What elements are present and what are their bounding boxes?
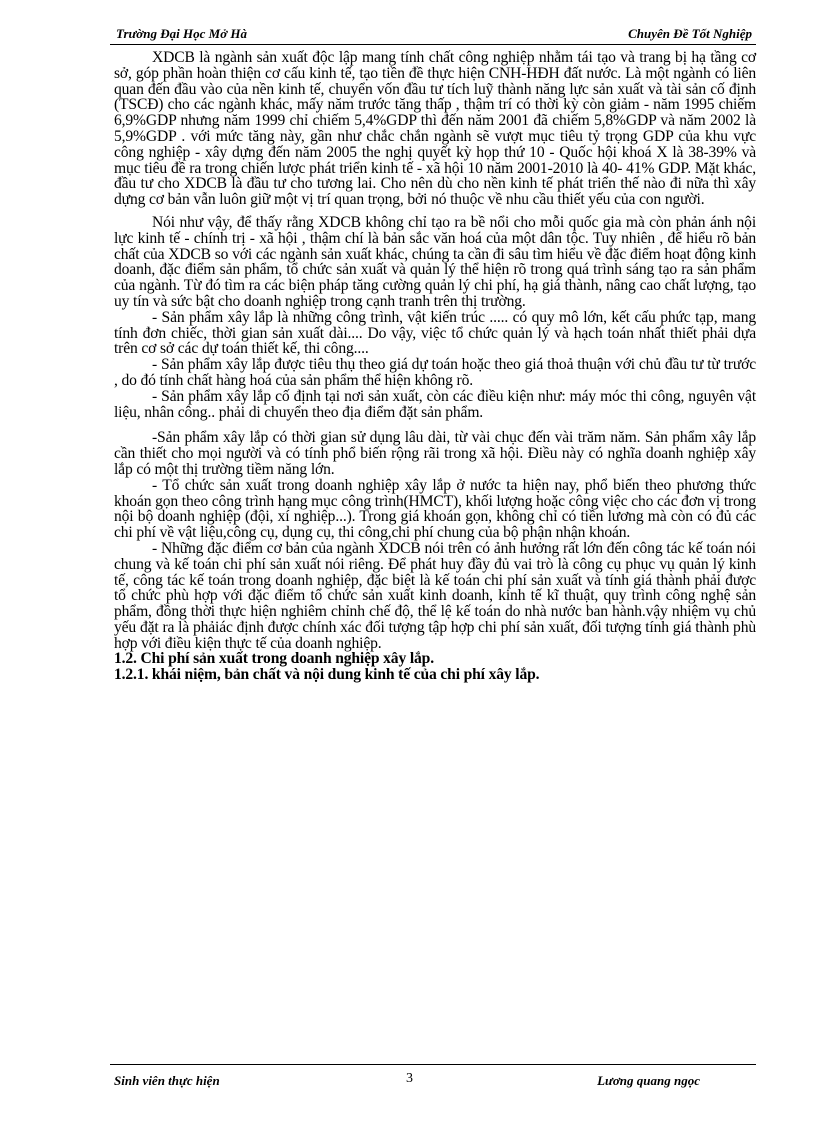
section-heading-1-2-1: 1.2.1. khái niệm, bản chất và nội dung kinh tế của chi phí xây lắp. xyxy=(114,666,540,684)
section-heading-1-2: 1.2. Chi phí sản xuất trong doanh nghiệp xây lắp. xyxy=(114,650,434,668)
paragraph-accounting-impact: - Những đặc điểm cơ bản của ngành XDCB nói trên có ảnh hưởng rất lớn đến công tác kế toán nói chung và kế toán chi phí sản xuất nói riêng. Để phát huy đầy đủ vai trò là công cụ phục vụ quản lý kinh tế, công tác kế toán trong doanh nghiệp, đặc biệt là kế toán chi phí sản xuất và tính giá thành phải được tổ chức phù hợp với đặc điểm tổ chức sản xuất kinh doanh, kinh tế kĩ thuật, quy trình công nghệ sản phẩm, đồng thời thực hiện nghiêm chỉnh chế độ, thể lệ kế toán do nhà nước ban hành.vậy nhiệm vụ chủ yếu đặt ra là phảiác định được chính xác đối tượng tập hợp chi phí sản xuất, đối tượng tính giá thành phù hợp với điều kiện thực tế của doanh nghiệp. xyxy=(114,539,756,652)
paragraph-product-fixed-location: - Sản phẩm xây lắp cố định tại nơi sản xuất, còn các điều kiện như: máy móc thi công, nguyên vật liệu, nhân công.. phải di chuyển theo địa điểm đặt sản phẩm. xyxy=(114,387,756,421)
footer-author-name: Lương quang ngọc xyxy=(597,1073,700,1088)
paragraph-product-scale: - Sản phẩm xây lắp là những công trình, vật kiến trúc ..... có quy mô lớn, kết cấu phức tạp, mang tính đơn chiếc, thời gian sản xuất dài.... Do vậy, việc tổ chức quản lý và hạch toán nhất thiết phải dựa trên cơ sở các dự toán thiết kế, thi công.... xyxy=(114,308,756,358)
header-document-type: Chuyên Đề Tốt Nghiệp xyxy=(628,26,752,41)
paragraph-production-organization: - Tổ chức sản xuất trong doanh nghiệp xây lắp ở nước ta hiện nay, phổ biến theo phương thức khoán gọn theo công trình hạng mục công trình(HMCT), khối lượng hoặc công việc cho các đơn vị trong nội bộ doanh nghiệp (đội, xí nghiệp...). Trong giá khoán gọn, không chỉ có tiền lương mà còn có đủ các chi phí về vật liệu,công cụ, dụng cụ, thi công,chi phí chung của bộ phận nhận khoán. xyxy=(114,476,756,542)
page-footer xyxy=(110,1064,756,1087)
paragraph-product-lifetime: -Sản phẩm xây lắp có thời gian sử dụng lâu dài, từ vài chục đến vài trăm năm. Sản phẩm xây lắp cần thiết cho mọi người và có tính phổ biến rộng rãi trong xã hội. Điều này có nghĩa doanh nghiệp xây lắp có một thị trường tiềm năng lớn. xyxy=(114,429,756,478)
page-number: 3 xyxy=(406,1071,413,1086)
paragraph-xdcb-characteristics: Nói như vậy, để thấy rằng XDCB không chỉ tạo ra bề nổi cho mỗi quốc gia mà còn phản ánh nội lực kinh tế - chính trị - xã hội , thậm chí là bản sắc văn hoá của một dân tộc. Tuy nhiên , để hiểu rõ bản chất của XDCB so với các ngành sản xuất khác, chúng ta cần đi sâu tìm hiểu về đặc điểm hoạt động kinh doanh, đặc điểm sản phẩm, tổ chức sản xuất và quản lý thể hiện rõ trong quá trình sáng tạo ra sản phẩm của ngành. Từ đó tìm ra các biện pháp tăng cường quản lý chi phí, hạ giá thành, nâng cao chất lượng, tạo uy tín và sức bật cho doanh nghiệp trong cạnh tranh trên thị trường. xyxy=(114,213,756,310)
footer-student-label: Sinh viên thực hiện xyxy=(114,1073,220,1088)
document-body xyxy=(114,50,756,683)
paragraph-intro: XDCB là ngành sản xuất độc lập mang tính chất công nghiệp nhằm tái tạo và trang bị hạ tầng cơ sở, góp phần hoàn thiện cơ cấu kinh tế, tạo tiền đề thực hiện CNH-HĐH đất nước. Là một ngành có liên quan đến đầu vào của nền kinh tế, chuyển vốn đầu tư tích luỹ thành năng lực sản xuất và tài sản cố định (TSCĐ) cho các ngành khác, mấy năm trước tăng thấp , thậm trí có thời kỳ còn giảm - năm 1995 chiếm 6,9%GDP nhưng năm 1999 chỉ chiếm 5,4%GDP thì đến năm 2001 đã chiếm 5,8%GDP và năm 2002 là 5,9%GDP . với mức tăng này, gần như chắc chắn ngành sẽ vượt mục tiêu tỷ trọng GDP của khu vực công nghiệp - xây dựng đến năm 2005 the nghị quyết kỳ họp thứ 10 - Quốc hội khoá X là 38-39% và mục tiêu đề ra trong chiến lược phát triển kinh tế - xã hội 10 năm 2001-2010 là 40- 41% GDP. Mặt khác, đầu tư cho XDCB là đầu tư cho tương lai. Cho nên dù cho nền kinh tế phát triển thế nào đi nữa thì xây dựng cơ bản vẫn luôn giữ một vị trí quan trọng, bởi nó thuộc về nhu cầu thiết yếu của con người. xyxy=(114,49,756,209)
page-header xyxy=(110,24,756,45)
paragraph-product-pricing: - Sản phẩm xây lắp được tiêu thụ theo giá dự toán hoặc theo giá thoả thuận với chủ đầu tư từ trước , do đó tính chất hàng hoá của sản phẩm thể hiện không rõ. xyxy=(114,356,756,389)
header-school-name: Trường Đại Học Mở Hà xyxy=(116,26,248,41)
